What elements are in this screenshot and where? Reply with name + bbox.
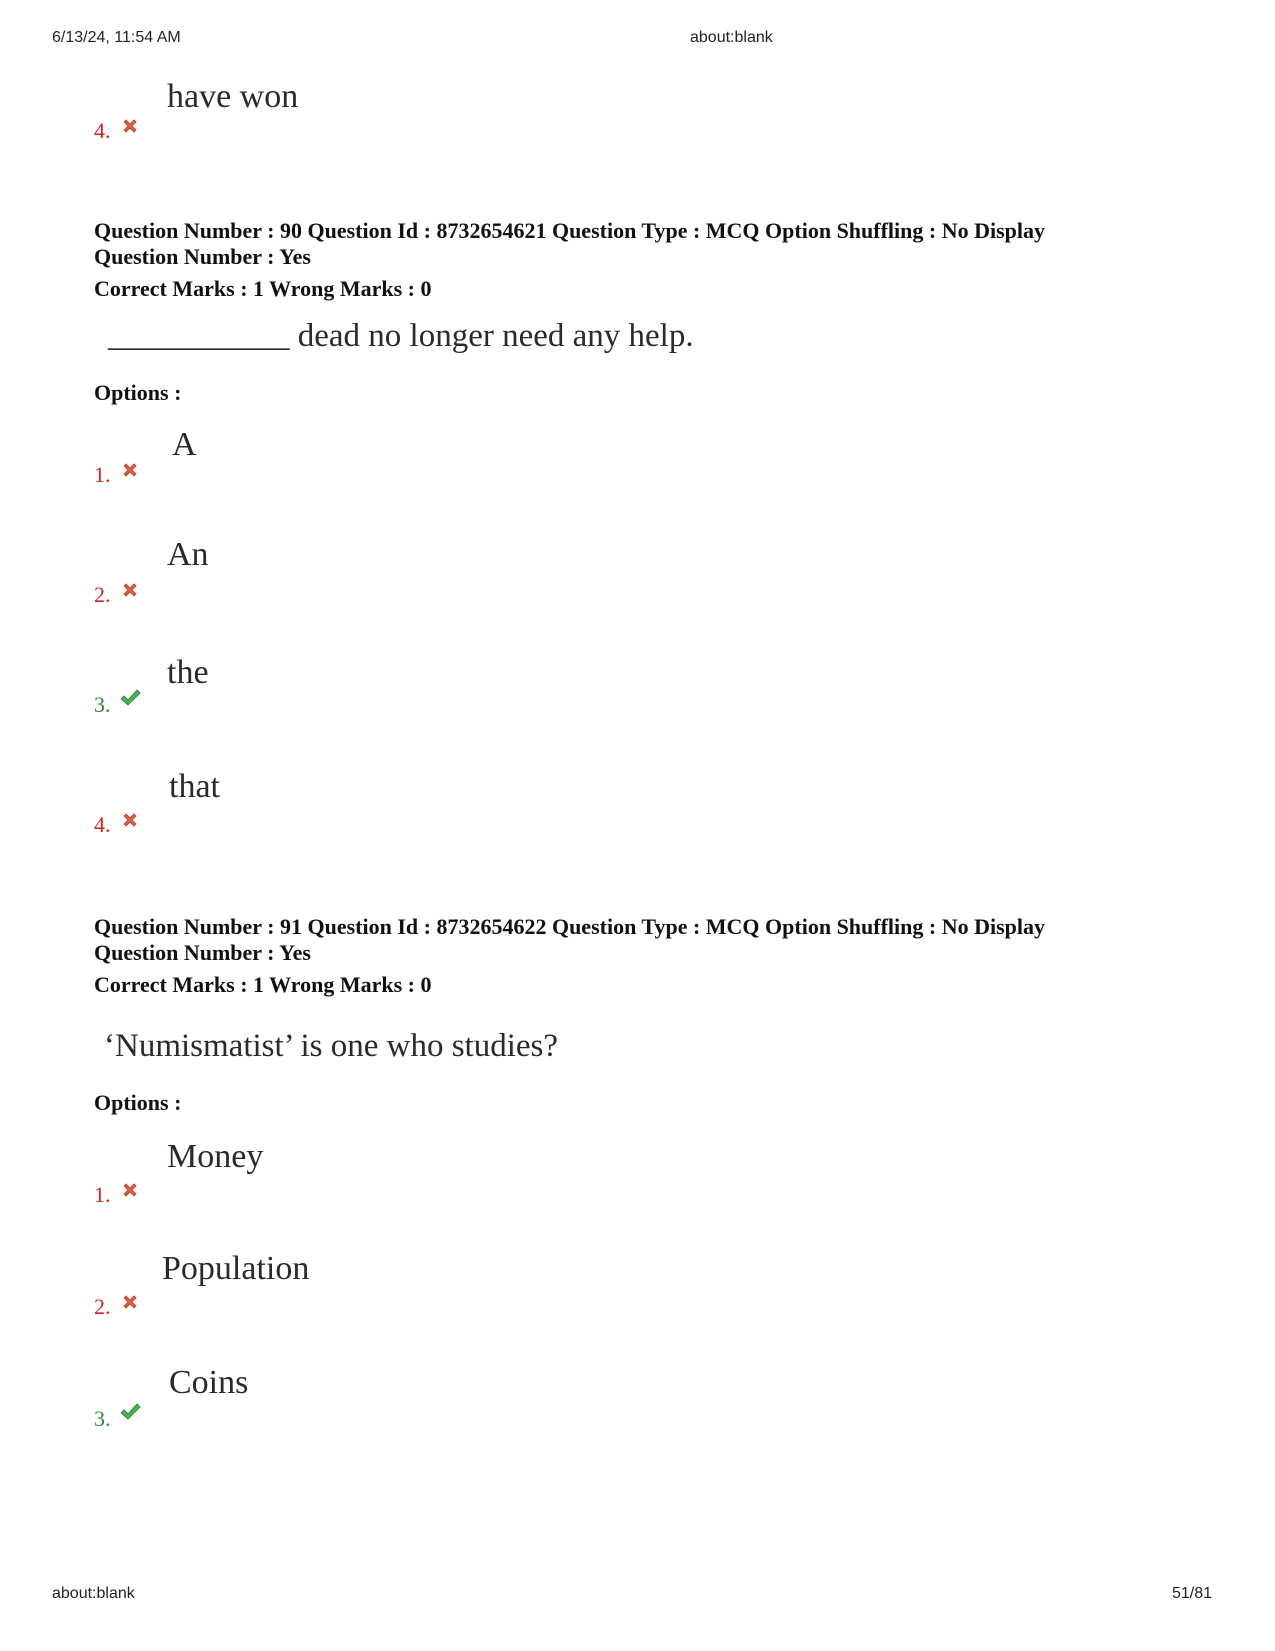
option-text: An bbox=[167, 536, 209, 573]
option-text: that bbox=[169, 768, 220, 805]
option-text: Money bbox=[167, 1138, 264, 1175]
options-label: Options : bbox=[94, 1090, 182, 1115]
option-number: 2. bbox=[94, 582, 111, 607]
option-text: the bbox=[167, 654, 209, 691]
correct-icon bbox=[119, 688, 141, 708]
wrong-icon bbox=[121, 811, 139, 829]
print-url-header: about:blank bbox=[690, 29, 773, 46]
wrong-icon bbox=[121, 581, 139, 599]
option-text: Coins bbox=[169, 1364, 249, 1401]
question-text: ‘Numismatist’ is one who studies? bbox=[104, 1028, 559, 1064]
option-text: Population bbox=[162, 1250, 310, 1287]
option-number: 2. bbox=[94, 1294, 111, 1319]
options-label: Options : bbox=[94, 380, 182, 405]
question-meta-line2: Question Number : Yes bbox=[94, 940, 311, 965]
option-number: 1. bbox=[94, 1182, 111, 1207]
option-text: have won bbox=[167, 78, 299, 115]
option-number: 3. bbox=[94, 1406, 111, 1431]
question-meta-line1: Question Number : 90 Question Id : 8732654621 Question Type : MCQ Option Shuffling : No Display bbox=[94, 218, 1046, 243]
question-meta-line2: Question Number : Yes bbox=[94, 244, 311, 269]
print-datetime: 6/13/24, 11:54 AM bbox=[52, 29, 181, 46]
wrong-icon bbox=[121, 461, 139, 479]
option-text: A bbox=[172, 426, 197, 463]
question-marks: Correct Marks : 1 Wrong Marks : 0 bbox=[94, 276, 432, 301]
page-number: 51/81 bbox=[1172, 1585, 1213, 1602]
question-marks: Correct Marks : 1 Wrong Marks : 0 bbox=[94, 972, 432, 997]
option-number: 3. bbox=[94, 692, 111, 717]
wrong-icon bbox=[121, 117, 139, 135]
question-text: ___________ dead no longer need any help. bbox=[108, 318, 694, 354]
wrong-icon bbox=[121, 1293, 139, 1311]
question-meta-line1: Question Number : 91 Question Id : 8732654622 Question Type : MCQ Option Shuffling : No Display bbox=[94, 914, 1046, 939]
option-number: 4. bbox=[94, 812, 111, 837]
correct-icon bbox=[119, 1402, 141, 1422]
option-number: 4. bbox=[94, 118, 111, 143]
wrong-icon bbox=[121, 1181, 139, 1199]
print-url-footer: about:blank bbox=[52, 1585, 135, 1602]
option-number: 1. bbox=[94, 462, 111, 487]
